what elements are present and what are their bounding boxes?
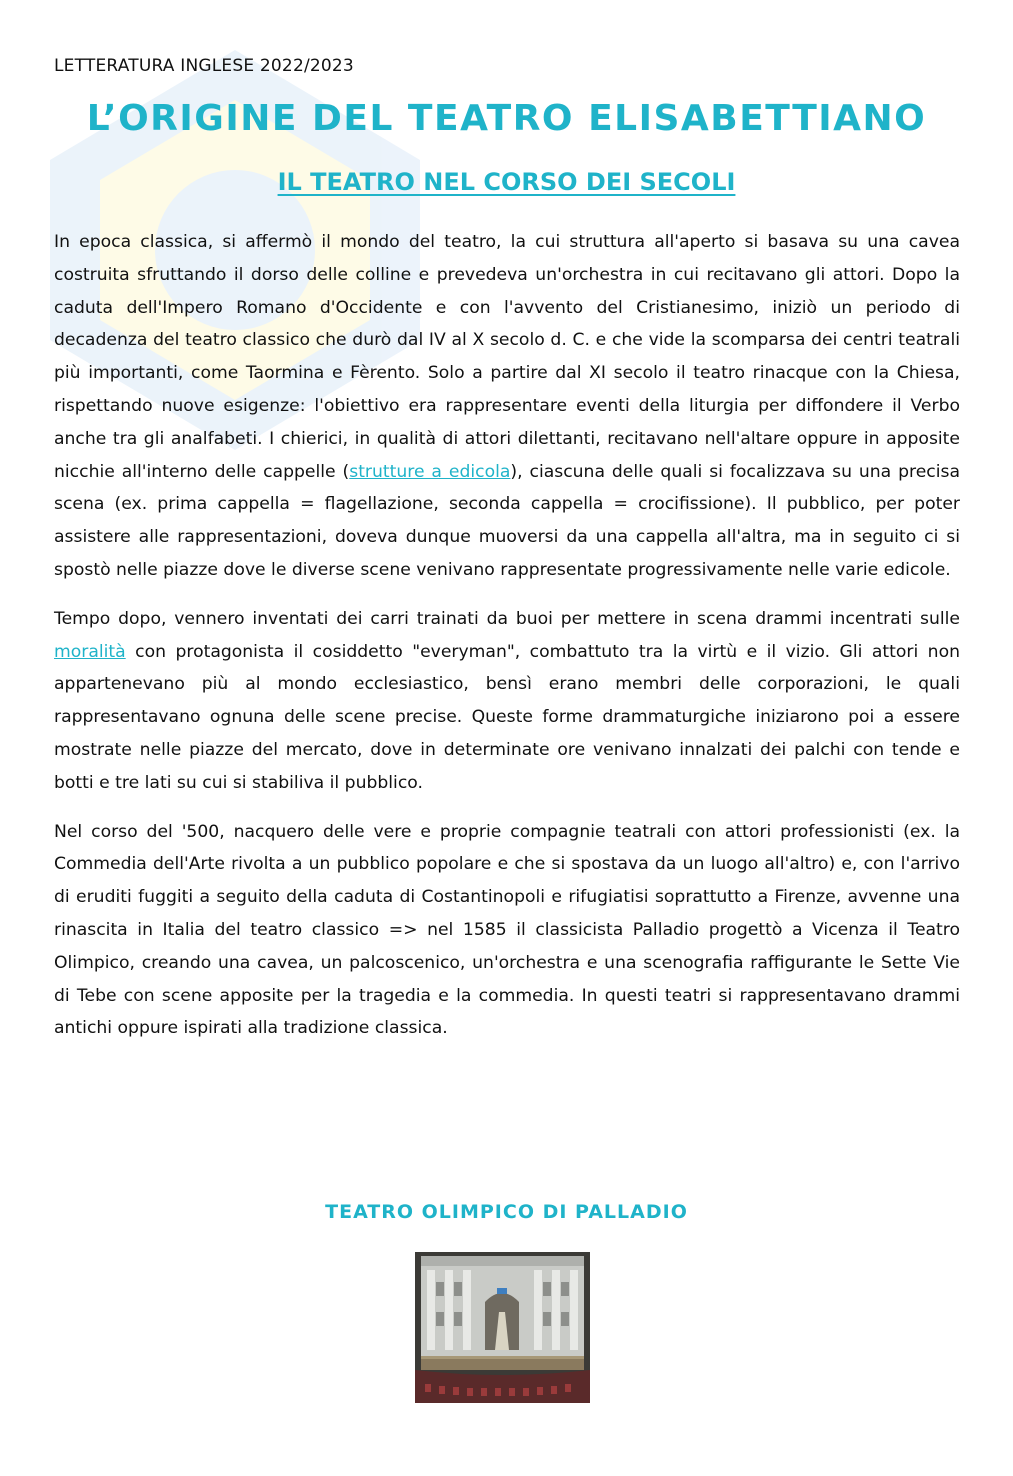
paragraph-2-part-a: Tempo dopo, vennero inventati dei carri trainati da buoi per mettere in scena drammi incentrati sulle	[54, 608, 960, 629]
course-header: LETTERATURA INGLESE 2022/2023	[54, 56, 354, 76]
paragraph-1-part-a: In epoca classica, si affermò il mondo del teatro, la cui struttura all'aperto si basava su una cavea costruita sfruttando il dorso delle colline e prevedeva un'orchestra in cui recitavano gli attori. Dopo la caduta dell'Impero Romano d'Occidente e con l'avvento del Cristianesimo, iniziò un periodo di decadenza del teatro classico che durò dal IV al X secolo d. C. e che vide la scomparsa dei centri teatrali più importanti, come Taormina e Fèrento. Solo a partire dal XI secolo il teatro rinacque con la Chiesa, rispettando nuove esigenze: l'obiettivo era rappresentare eventi della liturgia per diffondere il Verbo anche tra gli analfabeti. I chierici, in qualità di attori dilettanti, recitavano nell'altare oppure in apposite nicchie all'interno delle cappelle (	[54, 232, 960, 482]
link-strutture-a-edicola[interactable]: strutture a edicola	[349, 461, 511, 482]
teatro-olimpico-image	[415, 1252, 590, 1403]
paragraph-3: Nel corso del '500, nacquero delle vere e proprie compagnie teatrali con attori professionisti (ex. la Commedia dell'Arte rivolta a un pubblico popolare e che si spostava da un luogo all'altro) e, con l'arrivo di eruditi fuggiti a seguito della caduta di Costantinopoli e rifugiatisi soprattutto a Firenze, avvenne una rinascita in Italia del teatro classico => nel 1585 il classicista Palladio progettò a Vicenza il Teatro Olimpico, creando una cavea, un palcoscenico, un'orchestra e una scenografia raffigurante le Sette Vie di Tebe con scene apposite per la tragedia e la commedia. In questi teatri si rappresentavano drammi antichi oppure ispirati alla tradizione classica.	[54, 821, 960, 1039]
paragraph-1	[54, 226, 960, 587]
page-title: L’ORIGINE DEL TEATRO ELISABETTIANO	[86, 98, 927, 139]
section-subtitle: IL TEATRO NEL CORSO DEI SECOLI	[277, 168, 736, 196]
link-moralita[interactable]: moralità	[54, 641, 126, 662]
paragraph-2	[54, 603, 960, 800]
paragraph-2-part-b: con protagonista il cosiddetto "everyman", combattuto tra la virtù e il vizio. Gli attori non appartenevano più al mondo ecclesiastico, bensì erano membri delle corporazioni, le quali rappresentavano ognuna delle scene precise. Queste forme drammaturgiche iniziarono poi a essere mostrate nelle piazze del mercato, dove in determinate ore venivano innalzati dei palchi con tende e botti e tre lati su cui si stabiliva il pubblico.	[54, 641, 960, 793]
figure-caption: TEATRO OLIMPICO DI PALLADIO	[325, 1201, 688, 1223]
paragraph-1-part-b: ), ciascuna delle quali si focalizzava su una precisa scena (ex. prima cappella = flagellazione, seconda cappella = crocifissione). Il pubblico, per poter assistere alle rappresentazioni, doveva dunque muoversi da una cappella all'altra, ma in seguito ci si spostò nelle piazze dove le diverse scene venivano rappresentate progressivamente nelle varie edicole.	[54, 461, 961, 580]
body-text	[54, 226, 960, 1061]
